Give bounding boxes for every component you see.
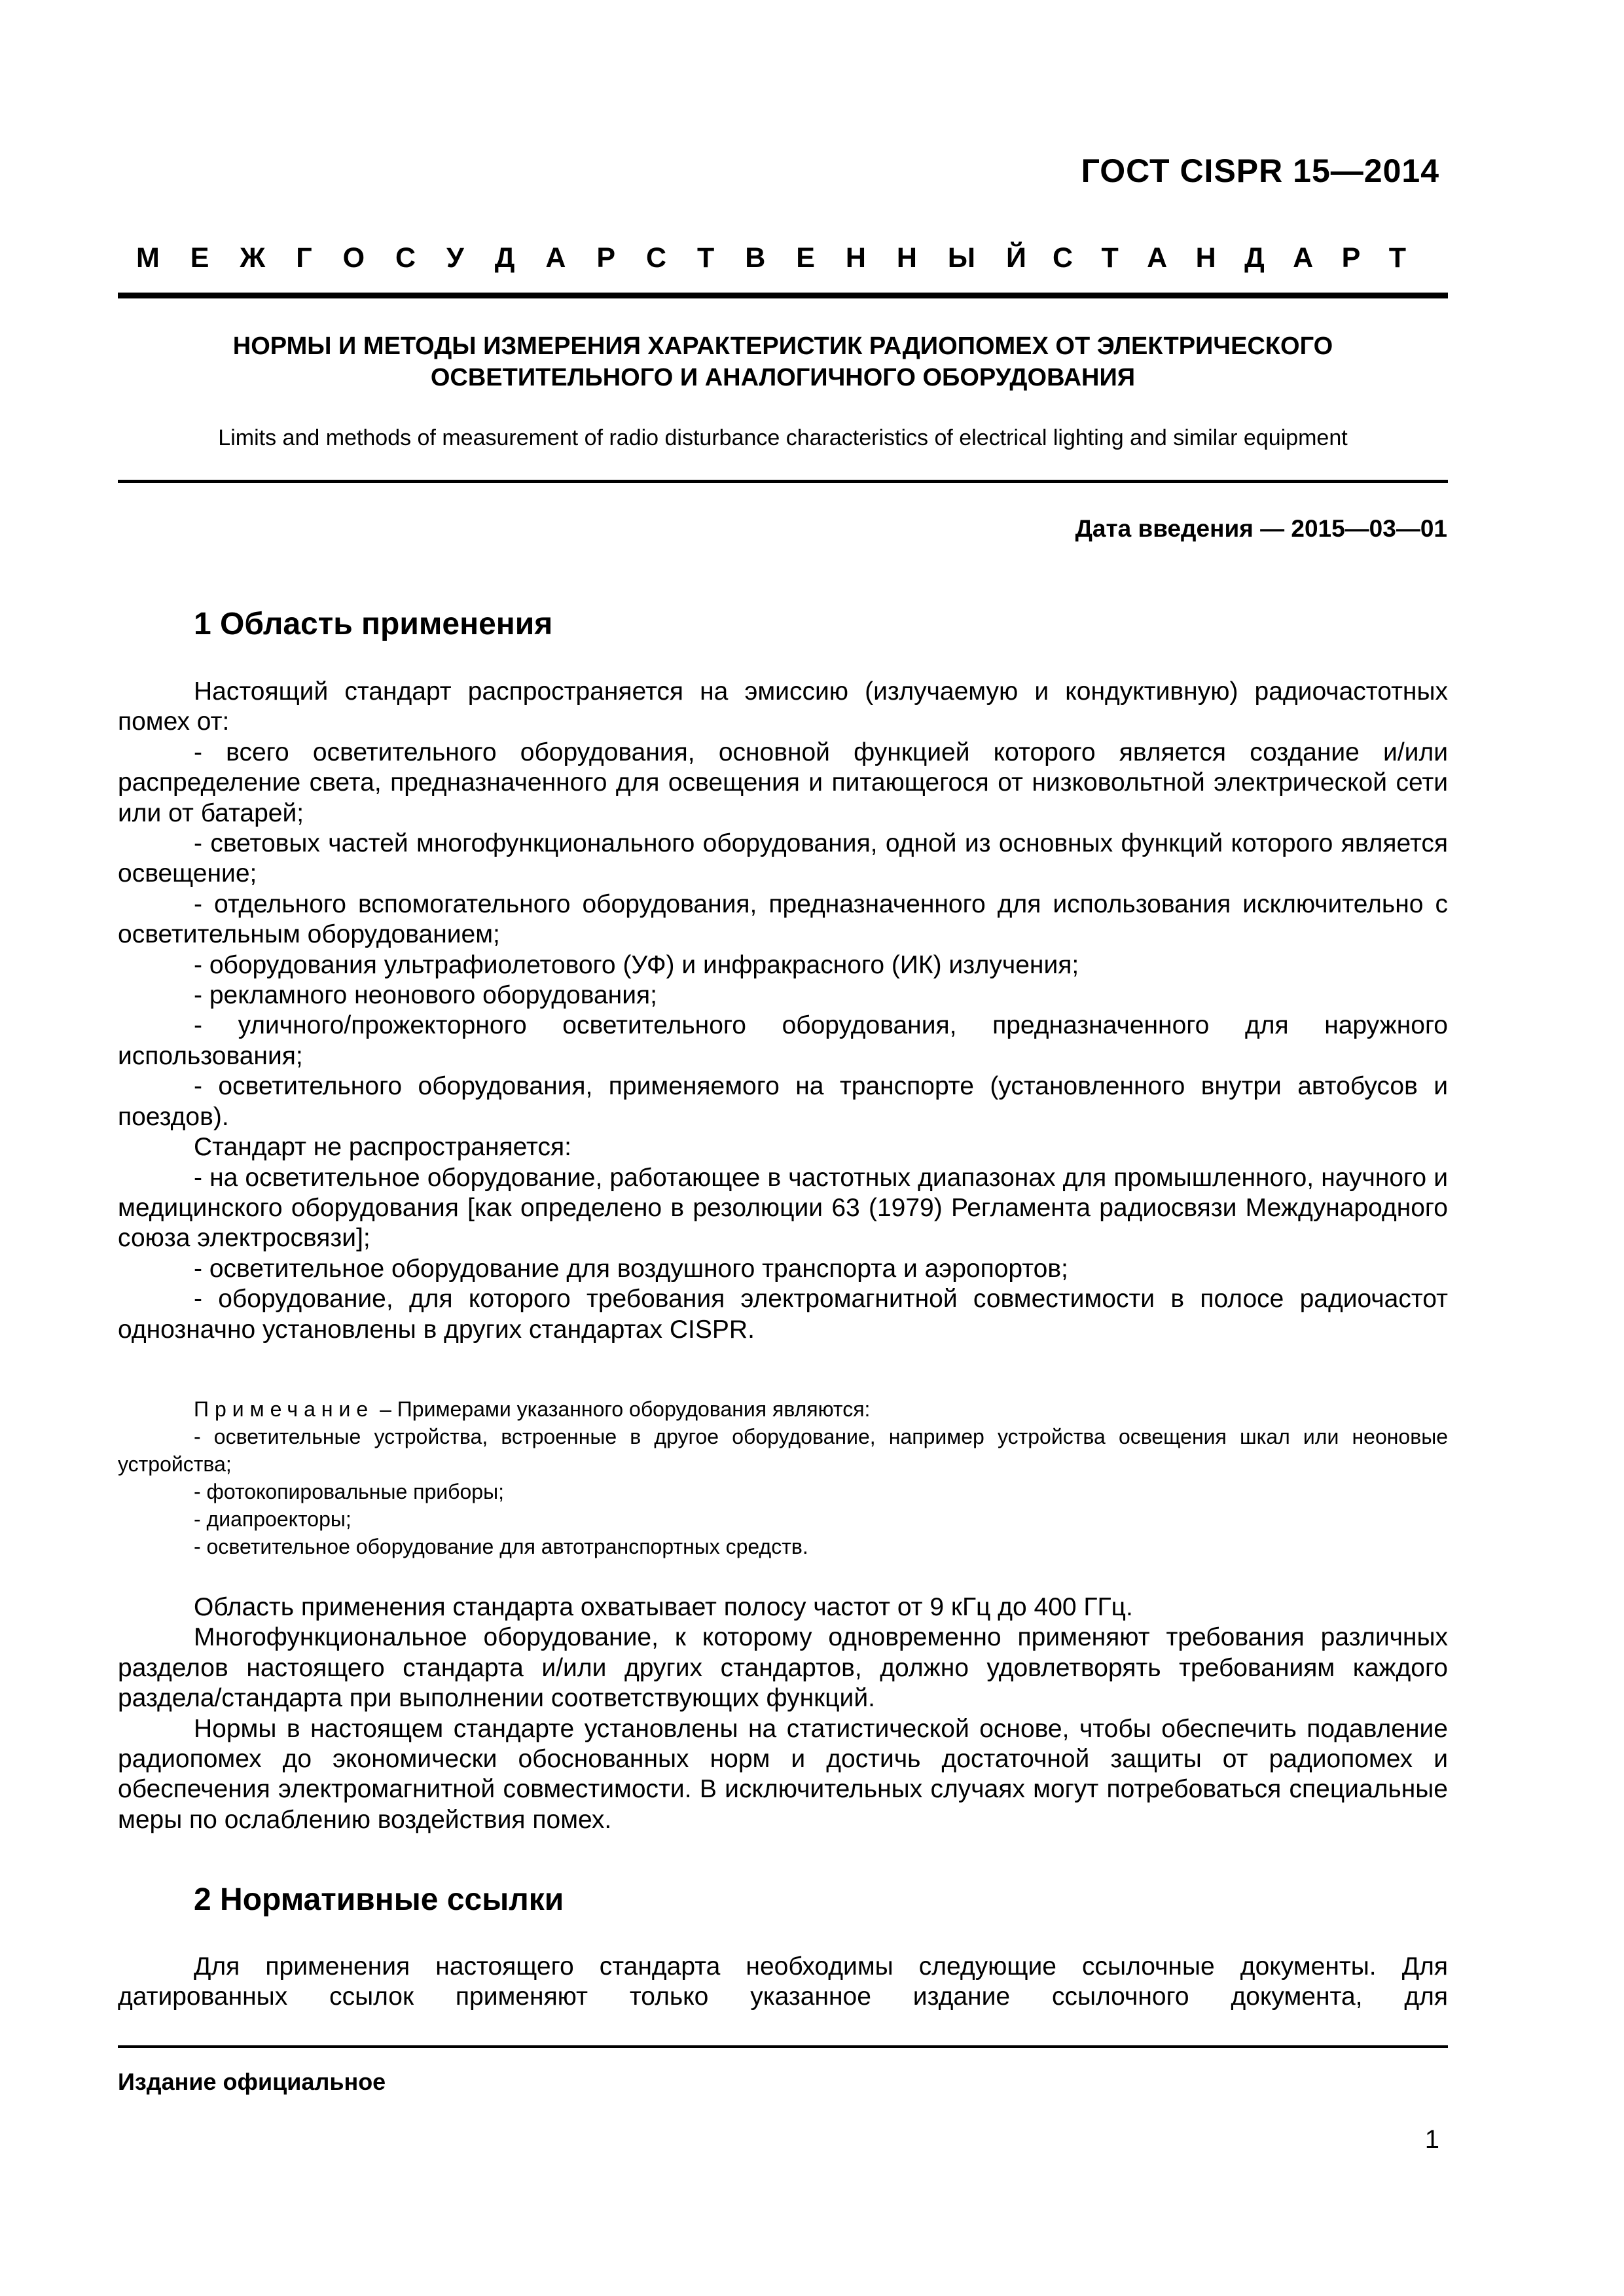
standard-type-letter: У	[446, 242, 464, 274]
section-1-body-continued	[118, 1592, 1448, 1835]
list-item: - уличного/прожекторного осветительного оборудования, предназначенного для наружного использования;	[118, 1011, 1448, 1070]
note-item: - фотокопировальные приборы;	[194, 1480, 504, 1503]
introduction-date: Дата введения — 2015—03—01	[1075, 515, 1447, 542]
section-2-heading: 2 Нормативные ссылки	[194, 1882, 564, 1917]
note-item: - осветительные устройства, встроенные в другое оборудование, например устройства освещения шкал или неоновые устройства;	[118, 1425, 1448, 1476]
list-item: - рекламного неонового оборудования;	[194, 981, 657, 1010]
note-lead	[118, 1395, 1448, 1423]
title-english: Limits and methods of measurement of radio disturbance characteristics of electrical lighting and similar equipment	[218, 425, 1348, 450]
title-rule	[118, 480, 1448, 483]
list-item: - отдельного вспомогательного оборудования, предназначенного для использования исключительно с осветительным оборудованием;	[118, 889, 1448, 949]
standard-type-letter: А	[545, 242, 566, 274]
standard-type-letter: Ж	[240, 242, 266, 274]
standard-type-letter: А	[1293, 242, 1314, 274]
paragraph: Нормы в настоящем стандарте установлены на статистической основе, чтобы обеспечить подавление радиопомех до экономически обоснованных норм и достичь достаточной защиты от радиопомех и обеспечения электромагнитной совместимости. В исключительных случаях могут потребоваться специальные меры по ослаблению воздействия помех.	[118, 1714, 1448, 1834]
list-item: - осветительного оборудования, применяемого на транспорте (установленного внутри автобусов и поездов).	[118, 1072, 1448, 1131]
section-2-body	[118, 1952, 1448, 2013]
list-item: - световых частей многофункционального оборудования, одной из основных функций которого является освещение;	[118, 829, 1448, 888]
paragraph: Для применения настоящего стандарта необходимы следующие ссылочные документы. Для датированных ссылок применяют только указанное издание ссылочного документа, для	[118, 1952, 1448, 2011]
title-russian-line-2: ОСВЕТИТЕЛЬНОГО И АНАЛОГИЧНОГО ОБОРУДОВАНИЯ	[430, 364, 1136, 391]
standard-type-letter: Ы	[947, 242, 976, 274]
standard-type-letter: С	[645, 242, 667, 274]
paragraph: Многофункциональное оборудование, к которому одновременно применяют требования различных разделов настоящего стандарта и/или других стандартов, должно удовлетворять требованиям каждого раздела/стандарта при выполнении соответствующих функций.	[118, 1623, 1448, 1713]
standard-type-letter: Т	[1101, 242, 1119, 274]
standard-type-letter: Р	[1341, 242, 1361, 274]
standard-type-letter: Г	[296, 242, 312, 274]
list-item: - всего осветительного оборудования, основной функцией которого является создание и/или распределение света, предназначенного для освещения и питающегося от низковольтной электрической сети или от батарей;	[118, 738, 1448, 827]
section-1-body	[118, 677, 1448, 1345]
standard-type-letter: А	[1147, 242, 1168, 274]
paragraph: Стандарт не распространяется:	[194, 1133, 571, 1162]
title-russian	[118, 331, 1448, 393]
standard-type-letter: Н	[845, 242, 866, 274]
paragraph: Настоящий стандарт распространяется на эмиссию (излучаемую и кондуктивную) радиочастотных помех от:	[118, 677, 1448, 736]
list-item: - оборудование, для которого требования электромагнитной совместимости в полосе радиочастот однозначно установлены в других стандартах CISPR.	[118, 1285, 1448, 1344]
standard-type-letter: М	[136, 242, 160, 274]
standard-type-letter: Т	[696, 242, 715, 274]
section-1-heading: 1 Область применения	[194, 607, 553, 641]
note-label: Примечание	[194, 1397, 374, 1421]
note-text: – Примерами указанного оборудования являются:	[374, 1397, 871, 1421]
standard-type-letter: С	[1053, 242, 1074, 274]
standard-type-word-2	[1053, 242, 1406, 274]
paragraph: Область применения стандарта охватывает полосу частот от 9 кГц до 400 ГГц.	[194, 1593, 1133, 1621]
standard-type-letter: С	[395, 242, 416, 274]
document-number: ГОСТ CISPR 15—2014	[1081, 152, 1439, 189]
list-item: - осветительное оборудование для воздушного транспорта и аэропортов;	[194, 1254, 1068, 1283]
standard-type-letter: Д	[1244, 242, 1265, 274]
list-item: - оборудования ультрафиолетового (УФ) и инфракрасного (ИК) излучения;	[194, 950, 1079, 979]
standard-type-letter: Е	[796, 242, 815, 274]
note-block	[118, 1395, 1448, 1560]
standard-type-letter: Р	[596, 242, 616, 274]
standard-type-word-1	[136, 242, 1026, 274]
note-item: - диапроекторы;	[194, 1507, 352, 1531]
footer-rule	[118, 2045, 1448, 2048]
title-russian-line-1: НОРМЫ И МЕТОДЫ ИЗМЕРЕНИЯ ХАРАКТЕРИСТИК РАДИОПОМЕХ ОТ ЭЛЕКТРИЧЕСКОГО	[232, 332, 1333, 360]
edition-label: Издание официальное	[118, 2068, 386, 2095]
standard-type-letter: Т	[1388, 242, 1406, 274]
note-item: - осветительное оборудование для автотранспортных средств.	[194, 1535, 808, 1558]
standard-type-letter: О	[342, 242, 365, 274]
standard-type-letter: Н	[896, 242, 917, 274]
standard-type-letter: В	[745, 242, 766, 274]
standard-type-letter: Д	[494, 242, 515, 274]
list-item: - на осветительное оборудование, работающее в частотных диапазонах для промышленного, научного и медицинского оборудования [как определено в резолюции 63 (1979) Регламента радиосвязи Международного союза электросвязи];	[118, 1163, 1448, 1253]
standard-type-letter: Й	[1005, 242, 1026, 274]
header-rule	[118, 293, 1448, 298]
standard-type	[136, 242, 1406, 274]
standard-type-letter: Н	[1195, 242, 1216, 274]
page-number: 1	[1424, 2125, 1439, 2154]
standard-type-letter: Е	[190, 242, 209, 274]
